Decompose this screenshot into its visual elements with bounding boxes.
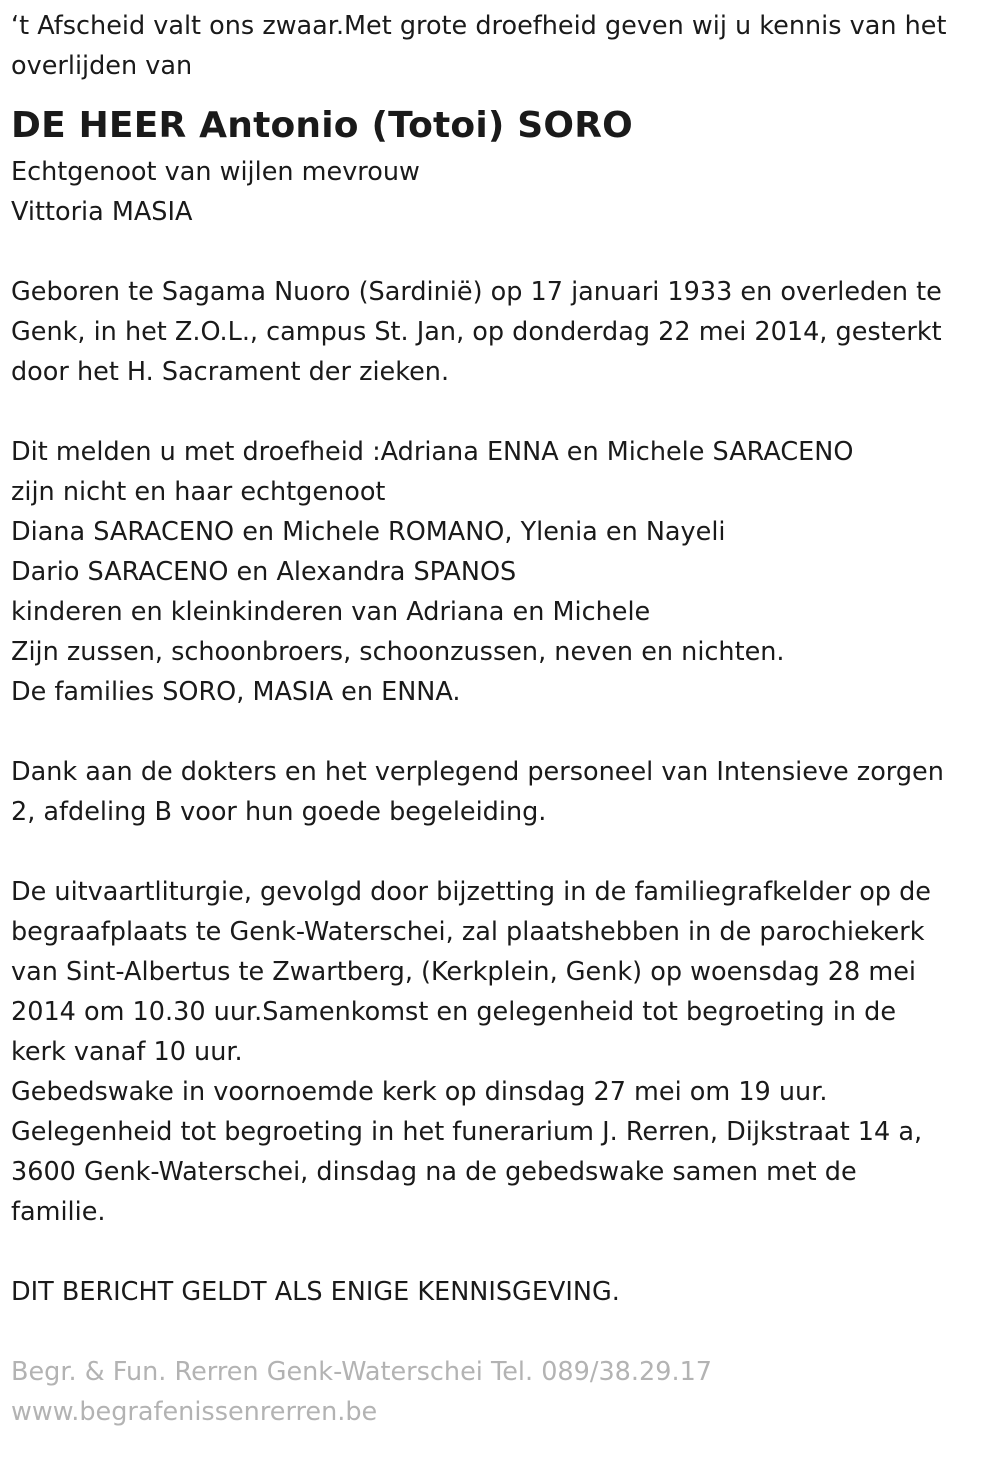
footer — [11, 1352, 988, 1432]
intro-line: ‘t Afscheid valt ons zwaar.Met grote droefheid geven wij u kennis van het — [11, 11, 947, 41]
family-line: zijn nicht en haar echtgenoot — [11, 477, 386, 507]
thanks-line: 2, afdeling B voor hun goede begeleiding. — [11, 797, 547, 827]
family-line: De families SORO, MASIA en ENNA. — [11, 677, 461, 707]
spacer — [11, 232, 988, 272]
deceased-name: DE HEER Antonio (Totoi) SORO — [11, 105, 633, 146]
funeral-line: begraafplaats te Genk-Waterschei, zal plaatshebben in de parochiekerk — [11, 917, 925, 947]
funeral-paragraph — [11, 872, 988, 1232]
spouse-line: Vittoria MASIA — [11, 197, 193, 227]
funeral-line: van Sint-Albertus te Zwartberg, (Kerkplein, Genk) op woensdag 28 mei — [11, 957, 916, 987]
birth-line: door het H. Sacrament der zieken. — [11, 357, 450, 387]
family-paragraph — [11, 432, 988, 712]
family-line: Dit melden u met droefheid :Adriana ENNA en Michele SARACENO — [11, 437, 854, 467]
funeral-line: De uitvaartliturgie, gevolgd door bijzetting in de familiegrafkelder op de — [11, 877, 931, 907]
notice-line: DIT BERICHT GELDT ALS ENIGE KENNISGEVING. — [11, 1277, 620, 1307]
thanks-line: Dank aan de dokters en het verplegend personeel van Intensieve zorgen — [11, 757, 944, 787]
family-line: Zijn zussen, schoonbroers, schoonzussen, neven en nichten. — [11, 637, 785, 667]
spouse-line: Echtgenoot van wijlen mevrouw — [11, 157, 420, 187]
spacer — [11, 1312, 988, 1352]
birth-line: Geboren te Sagama Nuoro (Sardinië) op 17 januari 1933 en overleden te — [11, 277, 942, 307]
spacer — [11, 392, 988, 432]
intro-line: overlijden van — [11, 51, 193, 81]
birth-paragraph — [11, 272, 988, 392]
spacer — [11, 1232, 988, 1272]
spouse-paragraph — [11, 152, 988, 232]
funeral-line: Gebedswake in voornoemde kerk op dinsdag 27 mei om 19 uur. — [11, 1077, 828, 1107]
spacer — [11, 832, 988, 872]
family-line: Diana SARACENO en Michele ROMANO, Ylenia en Nayeli — [11, 517, 726, 547]
intro-paragraph — [11, 6, 988, 86]
funeral-line: kerk vanaf 10 uur. — [11, 1037, 243, 1067]
family-line: Dario SARACENO en Alexandra SPANOS — [11, 557, 517, 587]
family-line: kinderen en kleinkinderen van Adriana en Michele — [11, 597, 651, 627]
birth-line: Genk, in het Z.O.L., campus St. Jan, op donderdag 22 mei 2014, gesterkt — [11, 317, 942, 347]
spacer — [11, 712, 988, 752]
funeral-line: Gelegenheid tot begroeting in het funerarium J. Rerren, Dijkstraat 14 a, — [11, 1117, 923, 1147]
footer-website-link[interactable]: www.begrafenissenrerren.be — [11, 1397, 378, 1427]
funeral-line: familie. — [11, 1197, 106, 1227]
funeral-line: 3600 Genk-Waterschei, dinsdag na de gebedswake samen met de — [11, 1157, 857, 1187]
footer-company: Begr. & Fun. Rerren Genk-Waterschei Tel. 089/38.29.17 — [11, 1357, 713, 1387]
thanks-paragraph — [11, 752, 988, 832]
funeral-line: 2014 om 10.30 uur.Samenkomst en gelegenheid tot begroeting in de — [11, 997, 897, 1027]
